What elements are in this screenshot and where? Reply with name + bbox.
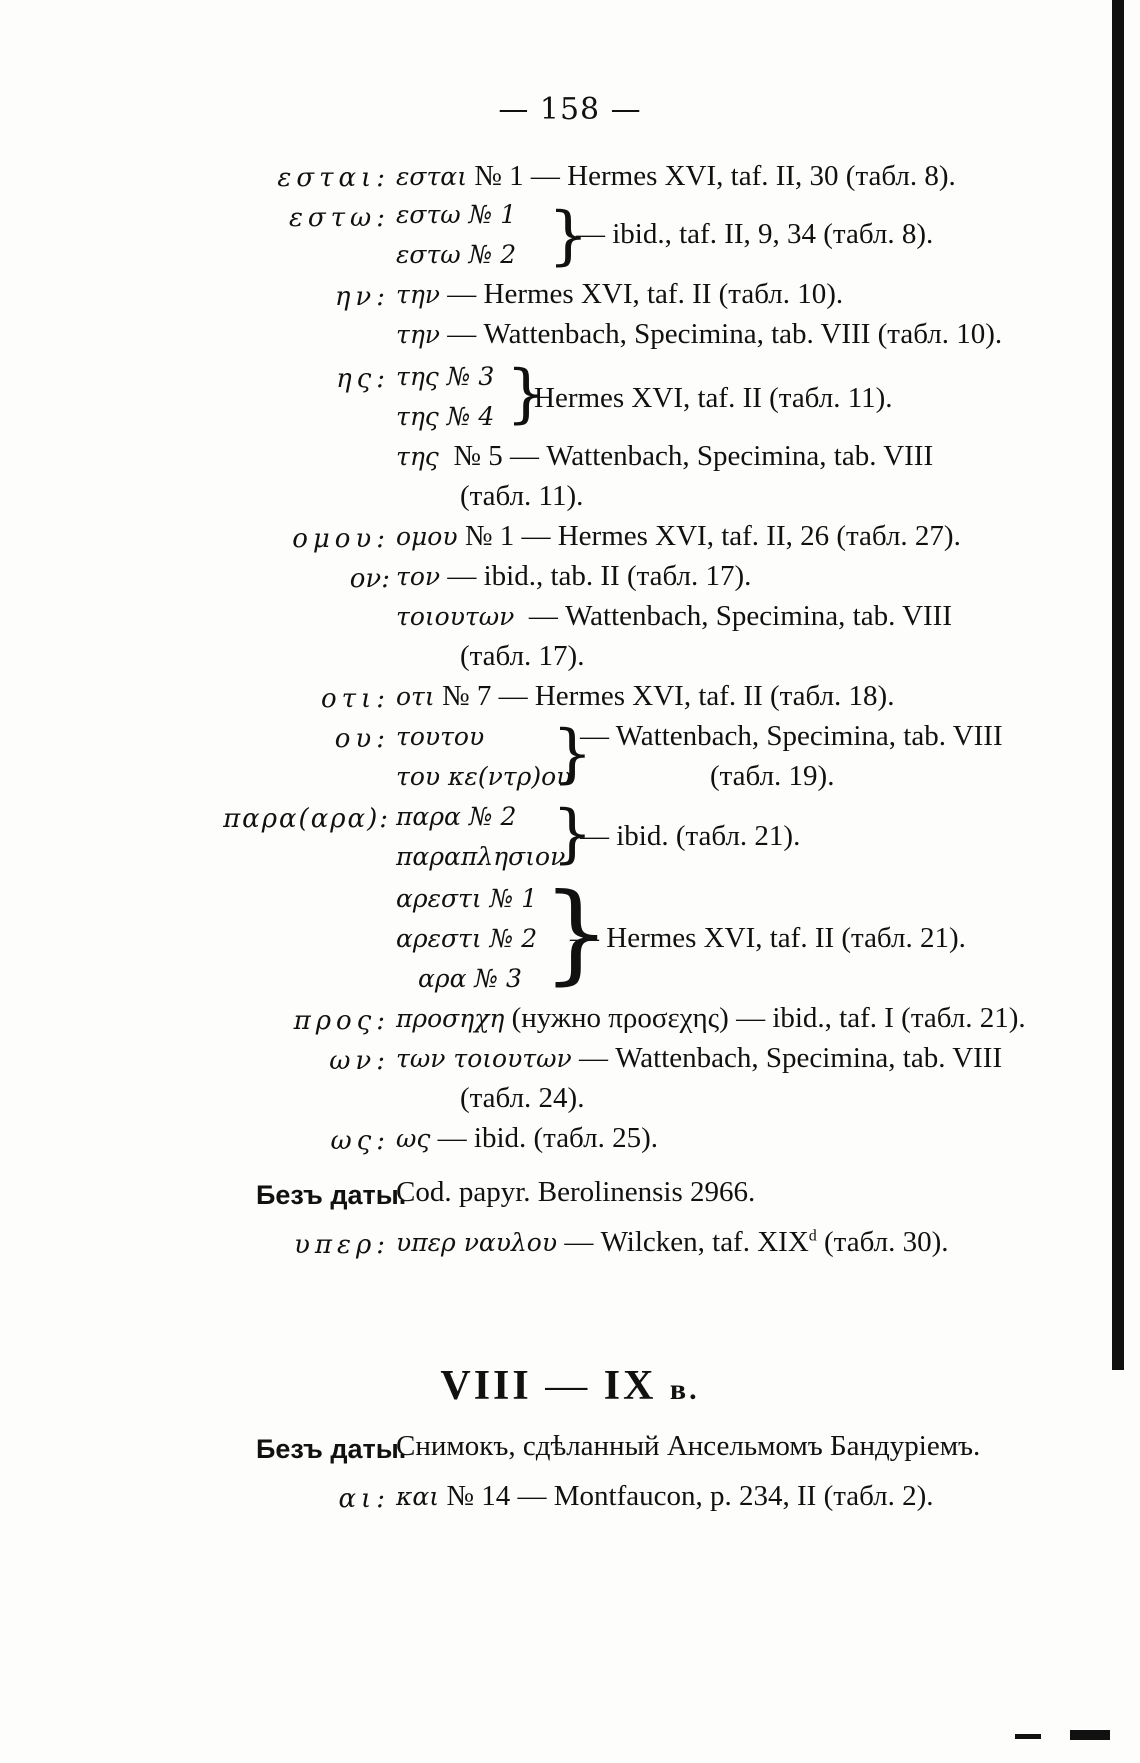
entry-text: τον — ibid., tab. II (табл. 17). <box>396 560 752 592</box>
entry-label: εστω: <box>288 203 390 233</box>
entry-label: ων: <box>329 1046 390 1076</box>
entry-text: (табл. 17). <box>460 640 585 672</box>
entry-reference: Hermes XVI, taf. II (табл. 11). <box>534 382 893 414</box>
entry-reference: — ibid., taf. II, 9, 34 (табл. 8). <box>576 218 934 250</box>
entry-text: (табл. 24). <box>460 1082 585 1114</box>
undated-label: Безъ даты. <box>256 1180 407 1210</box>
entry-text: παραπλησιον <box>396 842 566 871</box>
entry-text: της № 5 — Wattenbach, Specimina, tab. VIII <box>396 440 934 472</box>
entry-text: την — Hermes XVI, taf. II (табл. 10). <box>396 278 844 310</box>
entry-label: ον: <box>349 564 390 594</box>
page-number: — 158 — <box>498 92 642 127</box>
entry-text: οτι № 7 — Hermes XVI, taf. II (табл. 18). <box>396 680 895 712</box>
entry-text: ομου № 1 — Hermes XVI, taf. II, 26 (табл. 27). <box>396 520 961 552</box>
entry-text: προσηχη (нужно προσεχης) — ibid., taf. I (табл. 21). <box>396 1002 1026 1034</box>
section-heading: VIII — IX в. <box>440 1363 700 1409</box>
undated-label: Безъ даты. <box>256 1434 407 1464</box>
entry-text: αρεστι № 2 <box>396 924 538 953</box>
entry-text: ως — ibid. (табл. 25). <box>396 1122 658 1154</box>
page-speck <box>1070 1730 1110 1740</box>
entry-text: παρα № 2 <box>396 802 517 831</box>
brace-icon: } <box>506 357 547 431</box>
entry-label: υπερ: <box>294 1230 390 1260</box>
entry-label: ου: <box>334 724 390 754</box>
entry-label: προς: <box>293 1006 390 1036</box>
brace-icon: } <box>542 871 611 996</box>
entry-reference: — Wattenbach, Specimina, tab. VIII <box>580 720 1003 752</box>
entry-label: ης: <box>336 364 390 394</box>
entry-reference: (табл. 19). <box>710 760 835 792</box>
entry-label: οτι: <box>321 684 390 714</box>
entry-text: της № 4 <box>396 402 495 431</box>
page-speck <box>1015 1734 1041 1739</box>
entry-text: τοιουτων — Wattenbach, Specimina, tab. VIII <box>396 600 952 632</box>
entry-label: ομου: <box>292 524 390 554</box>
entry-label: ως: <box>330 1126 390 1156</box>
brace-icon: } <box>548 199 589 273</box>
entry-reference: — Hermes XVI, taf. II (табл. 21). <box>570 922 966 954</box>
entry-text: αρεστι № 1 <box>396 884 538 913</box>
entry-text: εσται № 1 — Hermes XVI, taf. II, 30 (табл. 8). <box>396 160 956 192</box>
brace-icon: } <box>552 717 593 791</box>
entry-text: του κε(ντρ)ου <box>396 762 572 791</box>
entry-label: παρα(αρα): <box>223 804 390 834</box>
entry-text: και № 14 — Montfaucon, p. 234, II (табл. 2). <box>396 1480 934 1512</box>
entry-reference: — ibid. (табл. 21). <box>580 820 801 852</box>
entry-label: αι: <box>338 1484 390 1514</box>
undated-title: Cod. papyr. Berolinensis 2966. <box>396 1176 756 1208</box>
entry-label: ην: <box>334 282 390 312</box>
brace-icon: } <box>552 797 593 871</box>
entry-text: την — Wattenbach, Specimina, tab. VIII (табл. 10). <box>396 318 1003 350</box>
entry-text: εστω № 1 <box>396 200 517 229</box>
entry-text: τουτου <box>396 722 485 751</box>
entry-label: εσται: <box>277 163 390 193</box>
page-edge-rule <box>1112 0 1124 1370</box>
entry-text: (табл. 11). <box>460 480 584 512</box>
undated-title: Снимокъ, сдѣланный Ансельмомъ Бандуріемъ. <box>396 1430 981 1462</box>
entry-text: των τοιουτων — Wattenbach, Specimina, tab. VIII <box>396 1042 1003 1074</box>
entry-text: εστω № 2 <box>396 240 517 269</box>
entry-text: υπερ ναυλου — Wilcken, taf. XIX$^d$ (табл. 30). <box>396 1226 949 1258</box>
entry-text: αρα № 3 <box>418 964 522 993</box>
entry-text: της № 3 <box>396 362 495 391</box>
